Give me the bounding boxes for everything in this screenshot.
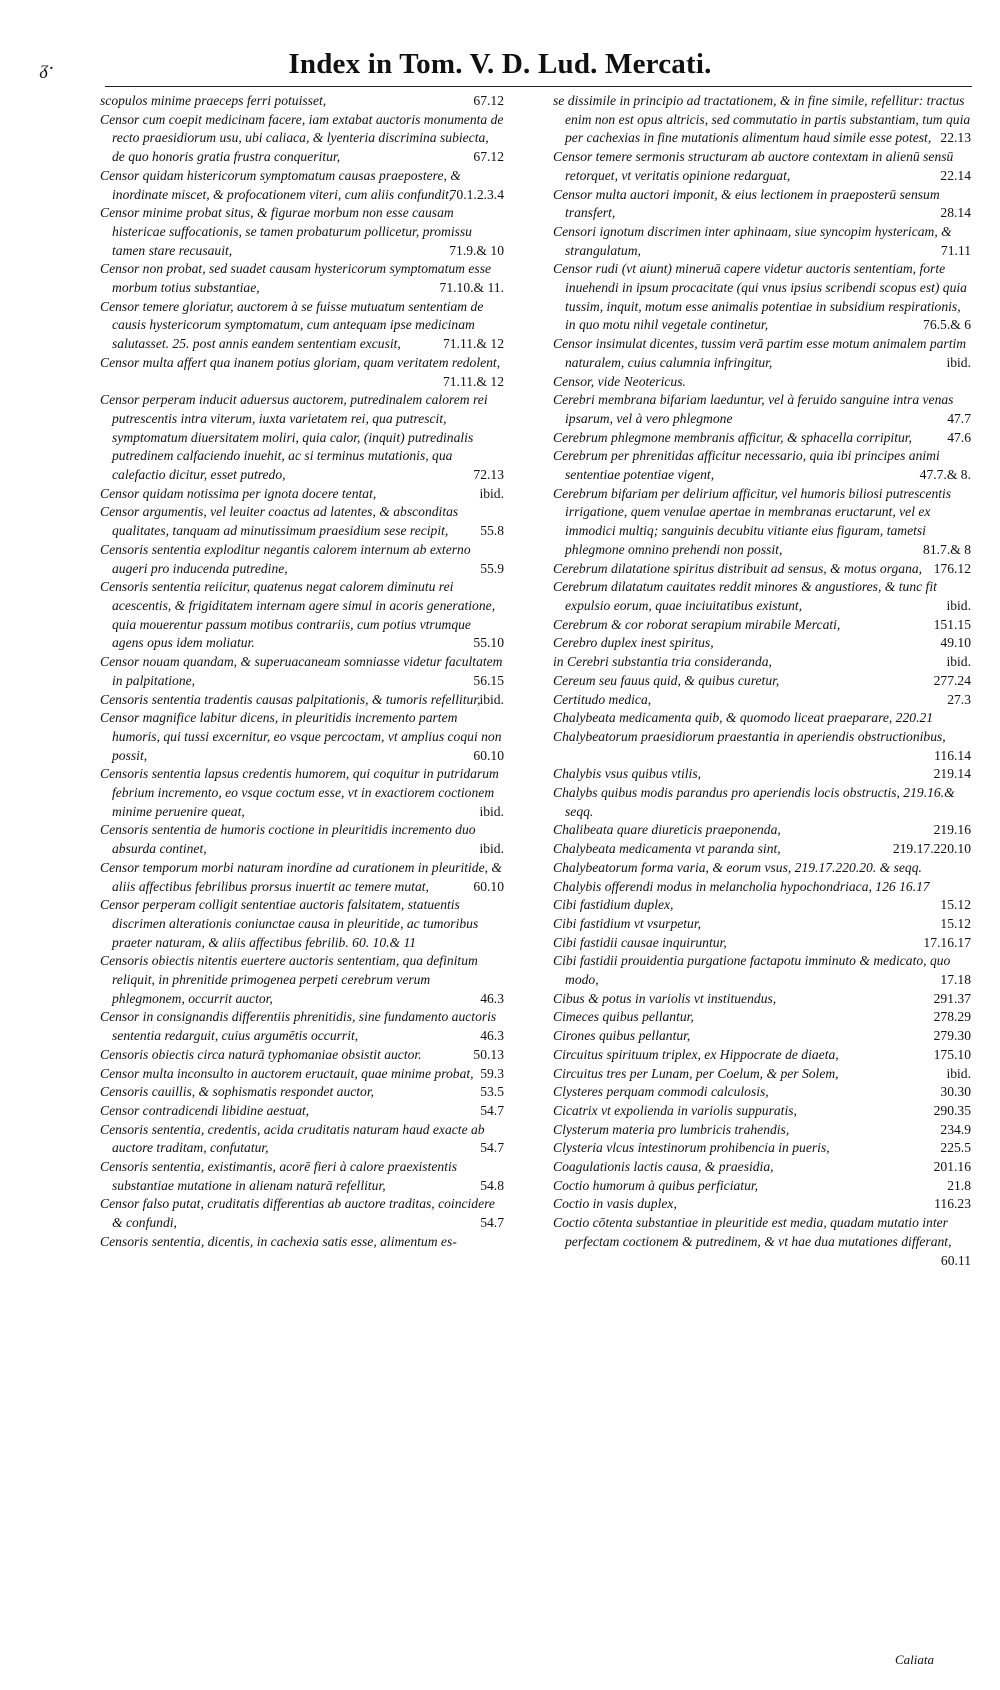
page-header: Index in Tom. V. D. Lud. Mercati. (288, 48, 712, 80)
index-entry (553, 709, 971, 728)
entry-text: Chalybs quibus modis parandus pro aperiendis locis obstructis, 219.16.& seqq. (553, 785, 955, 819)
entry-text: Cerebrum phlegmone membranis afficitur, & sphacella corripitur, (553, 429, 912, 445)
margin-mark: ᵹ· (40, 58, 55, 79)
entry-text: Censoris sententia, credentis, acida cruditatis naturam haud exacte ab auctore traditam, confutatur, (100, 1121, 485, 1156)
entry-reference: 27.3 (947, 691, 971, 707)
entry-reference: ibid. (946, 654, 971, 670)
entry-reference: 53.5 (480, 1084, 504, 1100)
entry-text: Censoris sententia, dicentis, in cachexia satis esse, alimentum es- (100, 1233, 457, 1249)
index-entry (100, 821, 504, 858)
index-entry (100, 859, 504, 896)
entry-text: se dissimile in principio ad tractationem, & in fine simile, refellitur: tractus enim non est opus altricis, sed commutatio in partis substantiam, tum quia per cachexias in fine mutationis alimentum haud simile esse potest, (553, 93, 971, 146)
index-entry (553, 784, 971, 821)
entry-reference: 290.35 (933, 1102, 971, 1118)
entry-reference: 60.10 (473, 747, 504, 763)
entry-text: Coctio cōtenta substantiae in pleuritide est media, quadam mutatio inter perfectam coctionem & putredinem, & vt hae dua mutationes differant, (553, 1215, 952, 1249)
entry-text: Censor cum coepit medicinam facere, iam extabat auctoris monumenta de recto praesidiorum usu, ubi caliaca, & lyenteria discrimina subiecta, de quo honoris gratia frustra conqueritur, (100, 111, 504, 165)
entry-reference: 54.8 (480, 1177, 504, 1193)
index-entry (100, 485, 504, 504)
index-entry (553, 223, 971, 260)
entry-reference: 47.7 (947, 410, 971, 426)
entry-text: Cerebri membrana bifariam laeduntur, vel à feruido sanguine intra venas ipsarum, vel à vero phlegmone (553, 392, 954, 426)
entry-reference: 72.13 (473, 467, 504, 483)
entry-text: Censor multa affert qua inanem potius gloriam, quam veritatem redolent, (100, 354, 501, 370)
index-entry (553, 391, 971, 428)
index-entry (553, 1083, 971, 1102)
entry-reference: 28.14 (940, 205, 971, 221)
entry-reference: 60.11 (940, 1252, 971, 1268)
entry-reference: ibid. (946, 597, 971, 613)
index-entry (553, 1065, 971, 1084)
index-entry (553, 840, 971, 859)
entry-text: Chalybeatorum praesidiorum praestantia in aperiendis obstructionibus, (553, 728, 946, 744)
entry-reference: 278.29 (933, 1009, 971, 1025)
entry-reference: 219.14 (933, 766, 971, 782)
entry-reference: 175.10 (933, 1046, 971, 1062)
entry-reference: 59.3 (480, 1065, 504, 1081)
entry-reference: 55.9 (480, 560, 504, 576)
entry-text: Circuitus spirituum triplex, ex Hippocrate de diaeta, (553, 1046, 839, 1062)
entry-text: Cibi fastidii prouidentia purgatione factapotu imminuto & medicato, quo modo, (553, 953, 951, 988)
index-entry (553, 373, 971, 392)
entry-reference: 279.30 (933, 1028, 971, 1044)
index-entry (100, 391, 504, 485)
entry-reference: 54.7 (480, 1215, 504, 1231)
entry-reference: 201.16 (933, 1159, 971, 1175)
entry-text: Censor nouam quandam, & superuacaneam somniasse videtur facultatem in palpitatione, (100, 654, 503, 688)
entry-text: Cibus & potus in variolis vt instituendus, (553, 990, 777, 1006)
index-entry (553, 1102, 971, 1121)
index-entry (553, 1121, 971, 1140)
index-entry (100, 653, 504, 690)
index-entry (100, 92, 504, 111)
entry-reference: ibid. (479, 841, 504, 857)
index-entry (553, 148, 971, 185)
index-entry (553, 1046, 971, 1065)
entry-text: Censor minime probat situs, & figurae morbum non esse causam histericae suffocationis, se tamen probaturum pollicetur, promissu tamen stare recusauit, (100, 205, 472, 258)
entry-reference: 54.7 (480, 1140, 504, 1156)
entry-text: Coagulationis lactis causa, & praesidia, (553, 1159, 774, 1175)
index-entry (553, 653, 971, 672)
catchword: Caliata (895, 1652, 935, 1667)
entry-reference: 22.14 (940, 167, 971, 183)
index-entry (100, 896, 504, 952)
entry-reference: 56.15 (473, 672, 504, 688)
index-entry (100, 1158, 504, 1195)
index-entry (553, 952, 971, 989)
entry-reference: 17.18 (940, 972, 971, 988)
index-entry (553, 1008, 971, 1027)
entry-text: Censor multa auctori imponit, & eius lectionem in praeposterū sensum transfert, (553, 186, 940, 221)
index-entry (553, 728, 971, 765)
index-entry (100, 1102, 504, 1121)
index-entry (100, 354, 504, 391)
entry-reference: 116.14 (934, 747, 971, 763)
entry-reference: 15.12 (940, 897, 971, 913)
entry-reference: ibid. (946, 354, 971, 370)
entry-text: Censoris sententia tradentis causas palpitationis, & tumoris refellitur, (100, 691, 481, 707)
entry-text: Chalybeata medicamenta quib, & quomodo liceat praeparare, 220.21 (553, 710, 934, 726)
entry-text: Censor non probat, sed suadet causam hystericorum symptomatum esse morbum totius substantiae, (100, 261, 492, 296)
entry-reference: 71.9.& 10 (449, 242, 504, 258)
index-entry (100, 1083, 504, 1102)
index-entry (100, 111, 504, 167)
entry-text: Censor, vide Neotericus. (553, 373, 686, 389)
entry-reference: 46.3 (480, 990, 504, 1006)
entry-text: Censor perperam inducit aduersus auctorem, putredinalem calorem rei putrescentis intra viterum, iuxta varietatem rei, qua putrescit, symptomatum diuersitatem moliri, quia calor, (inquit) putredinalis putredinem calfaciendo inuehit, ac si terminus mutationis, qua calefactio dicitur, esset putredo, (100, 392, 488, 483)
index-entry (553, 429, 971, 448)
entry-reference: ibid. (479, 803, 504, 819)
entry-text: Censor argumentis, vel leuiter coactus ad latentes, & absconditas qualitates, tanquam ad minutissimum praesidium sese recipit, (100, 504, 459, 539)
entry-text: Cimeces quibus pellantur, (553, 1009, 694, 1025)
entry-text: Cerebrum & cor roborat serapium mirabile Mercati, (553, 616, 841, 632)
index-entry (100, 1046, 504, 1065)
entry-text: Chalybis vsus quibus vtilis, (553, 766, 702, 782)
entry-reference: 67.12 (473, 149, 504, 165)
index-entry (553, 1195, 971, 1214)
index-entry (553, 878, 971, 897)
entry-reference: 70.1.2.3.4 (449, 186, 504, 202)
index-entry (553, 335, 971, 372)
entry-reference: 60.10 (473, 878, 504, 894)
entry-text: Clysterum materia pro lumbricis trahendis, (553, 1121, 790, 1137)
entry-text: Circuitus tres per Lunam, per Coelum, & per Solem, (553, 1065, 839, 1081)
entry-text: Coctio humorum à quibus perficiatur, (553, 1177, 759, 1193)
entry-text: Chalibeata quare diureticis praeponenda, (553, 822, 781, 838)
entry-text: in Cerebri substantia tria consideranda, (553, 654, 772, 670)
entry-text: Certitudo medica, (553, 691, 652, 707)
entry-text: Chalybeatorum forma varia, & eorum vsus, 219.17.220.20. & seqq. (553, 859, 922, 875)
entry-text: Censoris sententia, existimantis, acorē fieri à calore praexistentis substantiae mutatione in alienam naturā refellitur, (100, 1159, 458, 1193)
entry-text: Censor perperam colligit sententiae auctoris falsitatem, statuentis discrimen alterationis coniunctae causa in pleuritide, ac tumoribus praeter naturam, & aliis affectibus febrilib. 60. 10.& 11 (100, 897, 479, 950)
index-entry (553, 915, 971, 934)
entry-text: Censor falso putat, cruditatis differentias ab auctore traditas, coincidere & confundi, (100, 1196, 495, 1231)
entry-reference: ibid. (479, 485, 504, 501)
entry-reference: 71.11 (940, 242, 971, 258)
entry-text: Censor temere gloriatur, auctorem à se fuisse mutuatum sententiam de causis hystericorum symptomatum, cum antequam ipse medicinam salutasset. 25. post annis eandem sententiam excusit, (100, 298, 484, 352)
entry-text: Coctio in vasis duplex, (553, 1196, 677, 1212)
index-entry (100, 1008, 504, 1045)
entry-text: Censoris cauillis, & sophismatis respondet auctor, (100, 1084, 375, 1100)
entry-text: Chalybis offerendi modus in melancholia hypochondriaca, 126 16.17 (553, 878, 930, 894)
index-entry (553, 1027, 971, 1046)
entry-text: Censori ignotum discrimen inter aphinaam, siue syncopim hystericam, & strangulatum, (553, 223, 952, 258)
entry-text: Cerebrum dilatatione spiritus distribuit ad sensus, & motus organa, (553, 560, 923, 576)
entry-text: Censoris sententia lapsus credentis humorem, qui coquitur in putridarum febrium incremento, eo vsque coctum esse, vt in exactiorem coctionem minime peruenire queat, (100, 766, 499, 819)
entry-reference: 219.16 (933, 822, 971, 838)
header-rule (105, 86, 972, 87)
entry-text: Cerebro duplex inest spiritus, (553, 635, 714, 651)
index-entry (553, 578, 971, 615)
entry-text: Cereum seu fauus quid, & quibus curetur, (553, 672, 780, 688)
entry-reference: 71.11.& 12 (442, 336, 504, 352)
entry-text: Censor temporum morbi naturam inordine ad curationem in pleuritide, & aliis affectibus febrilibus prorsus inuertit ac temere mutat, (100, 859, 503, 894)
index-entry (100, 541, 504, 578)
entry-text: Clysteria vlcus intestinorum prohibencia in pueris, (553, 1140, 830, 1156)
entry-text: Censoris sententia reiicitur, quatenus negat calorem diminutu rei acescentis, & frigiditatem internam agere simul in acoris generatione, quia mouerentur passum motibus contrariis, cum potius vtrumque agens opus idem moliatur. (100, 579, 496, 651)
entry-reference: 54.7 (480, 1102, 504, 1118)
index-entry (100, 503, 504, 540)
index-entry (553, 447, 971, 484)
index-entry (100, 298, 504, 354)
index-entry (553, 859, 971, 878)
index-entry (553, 990, 971, 1009)
entry-reference: 225.5 (940, 1140, 971, 1156)
right-index-column (553, 92, 971, 1270)
entry-reference: 21.8 (947, 1177, 971, 1193)
index-entry (100, 709, 504, 765)
entry-text: Censor contradicendi libidine aestuat, (100, 1102, 310, 1118)
entry-reference: 47.7.& 8. (919, 467, 971, 483)
index-entry (553, 1158, 971, 1177)
entry-text: Cibi fastidii causae inquiruntur, (553, 934, 727, 950)
entry-text: Chalybeata medicamenta vt paranda sint, (553, 841, 781, 857)
entry-text: Censor temere sermonis structuram ab auctore contextam in alienū sensū retorquet, vt veritatis opinione redarguat, (553, 149, 954, 183)
index-entry (553, 634, 971, 653)
entry-text: Censor quidam notissima per ignota docere tentat, (100, 485, 377, 501)
entry-text: scopulos minime praeceps ferri potuisset, (100, 93, 327, 108)
entry-reference: 234.9 (940, 1121, 971, 1137)
index-entry (553, 616, 971, 635)
entry-text: Censor rudi (vt aiunt) mineruā capere videtur auctoris sententiam, forte inuehendi in ipsum procacitate (qui vnus ipsius scribendi scopus est) quia tussim, inquit, motum esse animalis potentiae in subsidium respirationis, in quo motu nihil vegetale continetur, (553, 261, 967, 333)
index-entry (100, 167, 504, 204)
entry-text: Censor quidam histericorum symptomatum causas praepostere, & inordinate miscet, & profocationem viteri, cum aliis confundit, (100, 167, 461, 202)
index-entry (100, 765, 504, 821)
entry-text: Censoris obiectis circa naturā typhomaniae obsistit auctor. (100, 1046, 422, 1062)
index-entry (553, 260, 971, 335)
entry-text: Cicatrix vt expolienda in variolis suppuratis, (553, 1102, 797, 1118)
index-entry (553, 186, 971, 223)
entry-reference: 15.12 (940, 915, 971, 931)
entry-text: Cerebrum per phrenitidas afficitur necessario, quia ibi principes animi sententiae potentiae vigent, (553, 448, 940, 483)
index-entry (100, 260, 504, 297)
entry-text: Censor magnifice labitur dicens, in pleuritidis incremento partem humoris, qui tussi excernitur, eo vsque percoctam, vt amplius coqui non possit, (100, 710, 502, 763)
entry-reference: 76.5.& 6 (923, 317, 971, 333)
entry-text: Censor multa inconsulto in auctorem eructauit, quae minime probat, (100, 1065, 474, 1081)
entry-reference: 291.37 (933, 990, 971, 1006)
entry-reference: 277.24 (933, 672, 971, 688)
index-entry (100, 1233, 504, 1252)
entry-reference: 67.12 (473, 93, 504, 108)
entry-reference: 176.12 (933, 560, 971, 576)
entry-text: Censor in consignandis differentiis phrenitidis, sine fundamento auctoris sententia redarguit, cuius argumētis occurrit, (100, 1009, 497, 1044)
entry-reference: 46.3 (480, 1028, 504, 1044)
index-entry (553, 485, 971, 560)
index-entry (100, 578, 504, 653)
left-index-column (100, 92, 504, 1252)
index-entry (553, 1214, 971, 1270)
index-entry (553, 560, 971, 579)
index-entry (553, 896, 971, 915)
entry-reference: 71.10.& 11. (439, 280, 504, 296)
entry-reference: 219.17.220.10 (892, 841, 971, 857)
index-entry (553, 691, 971, 710)
index-entry (100, 691, 504, 710)
entry-reference: 47.6 (947, 429, 971, 445)
entry-reference: ibid. (479, 691, 504, 707)
entry-reference: 151.15 (933, 616, 971, 632)
index-entry (553, 765, 971, 784)
entry-text: Censor insimulat dicentes, tussim verā partim esse motum animalem partim naturalem, cuius calumnia infringitur, (553, 336, 967, 370)
index-entry (100, 204, 504, 260)
index-entry (553, 92, 971, 148)
entry-text: Censoris sententia de humoris coctione in pleuritidis incremento duo absurda continet, (100, 822, 476, 857)
index-entry (100, 1195, 504, 1232)
entry-reference: 55.10 (473, 635, 504, 651)
index-entry (100, 1121, 504, 1158)
index-entry (100, 1065, 504, 1084)
entry-reference: 116.23 (934, 1196, 971, 1212)
entry-reference: 49.10 (940, 635, 971, 651)
entry-text: Cibi fastidium duplex, (553, 897, 674, 913)
index-entry (553, 821, 971, 840)
index-entry (553, 934, 971, 953)
entry-reference: 30.30 (940, 1084, 971, 1100)
entry-reference: 81.7.& 8 (923, 541, 971, 557)
entry-text: Censoris obiectis nitentis euertere auctoris sententiam, qua definitum reliquit, in phrenitide primogenea perpeti cerebrum verum phlegmonem, occurrit auctor, (100, 953, 478, 1006)
entry-text: Censoris sententia exploditur negantis calorem internum ab externo augeri pro inducenda putredine, (100, 541, 471, 576)
index-entry (553, 672, 971, 691)
entry-text: Clysteres perquam commodi calculosis, (553, 1084, 769, 1100)
entry-text: Cirones quibus pellantur, (553, 1028, 691, 1044)
entry-text: Cerebrum dilatatum cauitates reddit minores & angustiores, & tunc fit expulsio eorum, quae inciuitatibus existunt, (553, 579, 937, 613)
entry-reference: 71.11.& 12 (442, 373, 504, 389)
index-entry (553, 1139, 971, 1158)
entry-reference: 22.13 (940, 130, 971, 146)
index-entry (100, 952, 504, 1008)
entry-reference: ibid. (946, 1065, 971, 1081)
entry-reference: 50.13 (473, 1046, 504, 1062)
entry-text: Cerebrum bifariam per delirium afficitur, vel humoris biliosi putrescentis irrigatione, quem venulae apertae in membranas eructarunt, vel ex immodici multiq; sanguinis decubitu vitiante eius figuram, tametsi phlegmone omnino prehendi non possit, (553, 485, 952, 557)
index-entry (553, 1177, 971, 1196)
entry-text: Cibi fastidium vt vsurpetur, (553, 915, 702, 931)
entry-reference: 55.8 (480, 523, 504, 539)
entry-reference: 17.16.17 (923, 934, 971, 950)
